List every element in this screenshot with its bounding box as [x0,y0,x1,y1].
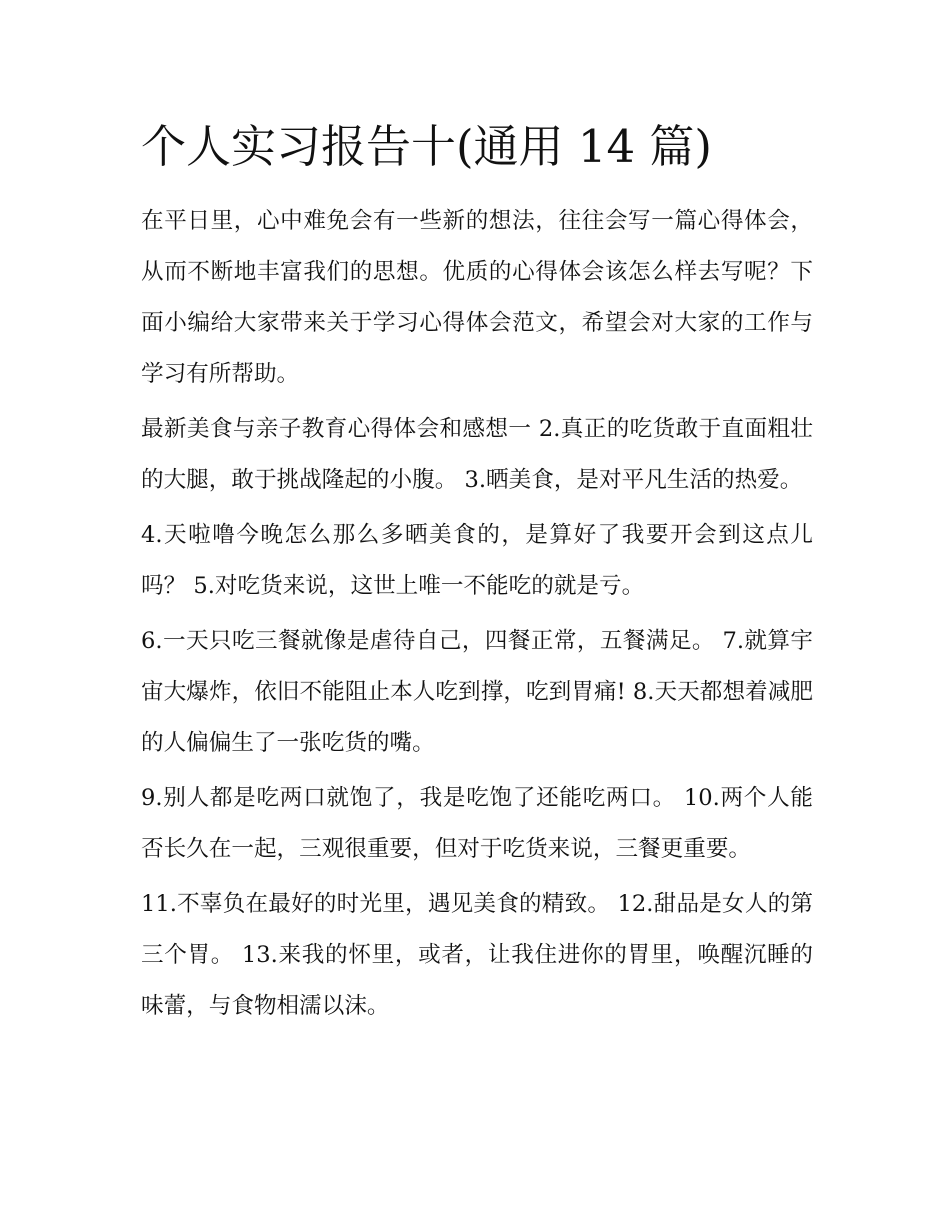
paragraph: 6.一天只吃三餐就像是虐待自己，四餐正常，五餐满足。 7.就算宇宙大爆炸，依旧不能阻止本人吃到撑，吃到胃痛! 8.天天都想着减肥的人偏偏生了一张吃货的嘴。 [141,628,813,756]
document-title: 个人实习报告十(通用 14 篇) [141,120,712,173]
paragraph: 11.不辜负在最好的时光里，遇见美食的精致。 12.甜品是女人的第三个胃。 13.来我的怀里，或者，让我住进你的胃里，唤醒沉睡的味蕾，与食物相濡以沫。 [141,891,813,1019]
document-body [141,112,813,1036]
paragraph-intro: 在平日里，心中难免会有一些新的想法，往往会写一篇心得体会，从而不断地丰富我们的思想。优质的心得体会该怎么样去写呢？下面小编给大家带来关于学习心得体会范文，希望会对大家的工作与学习有所帮助。 [141,208,813,387]
paragraph: 4.天啦噜今晚怎么那么多晒美食的，是算好了我要开会到这点儿吗？ 5.对吃货来说，这世上唯一不能吃的就是亏。 [141,522,813,599]
paragraph: 9.别人都是吃两口就饱了，我是吃饱了还能吃两口。 10.两个人能否长久在一起，三观很重要，但对于吃货来说，三餐更重要。 [141,785,813,862]
paragraph: 最新美食与亲子教育心得体会和感想一 2.真正的吃货敢于直面粗壮的大腿，敢于挑战隆起的小腹。 3.晒美食，是对平凡生活的热爱。 [141,416,813,493]
